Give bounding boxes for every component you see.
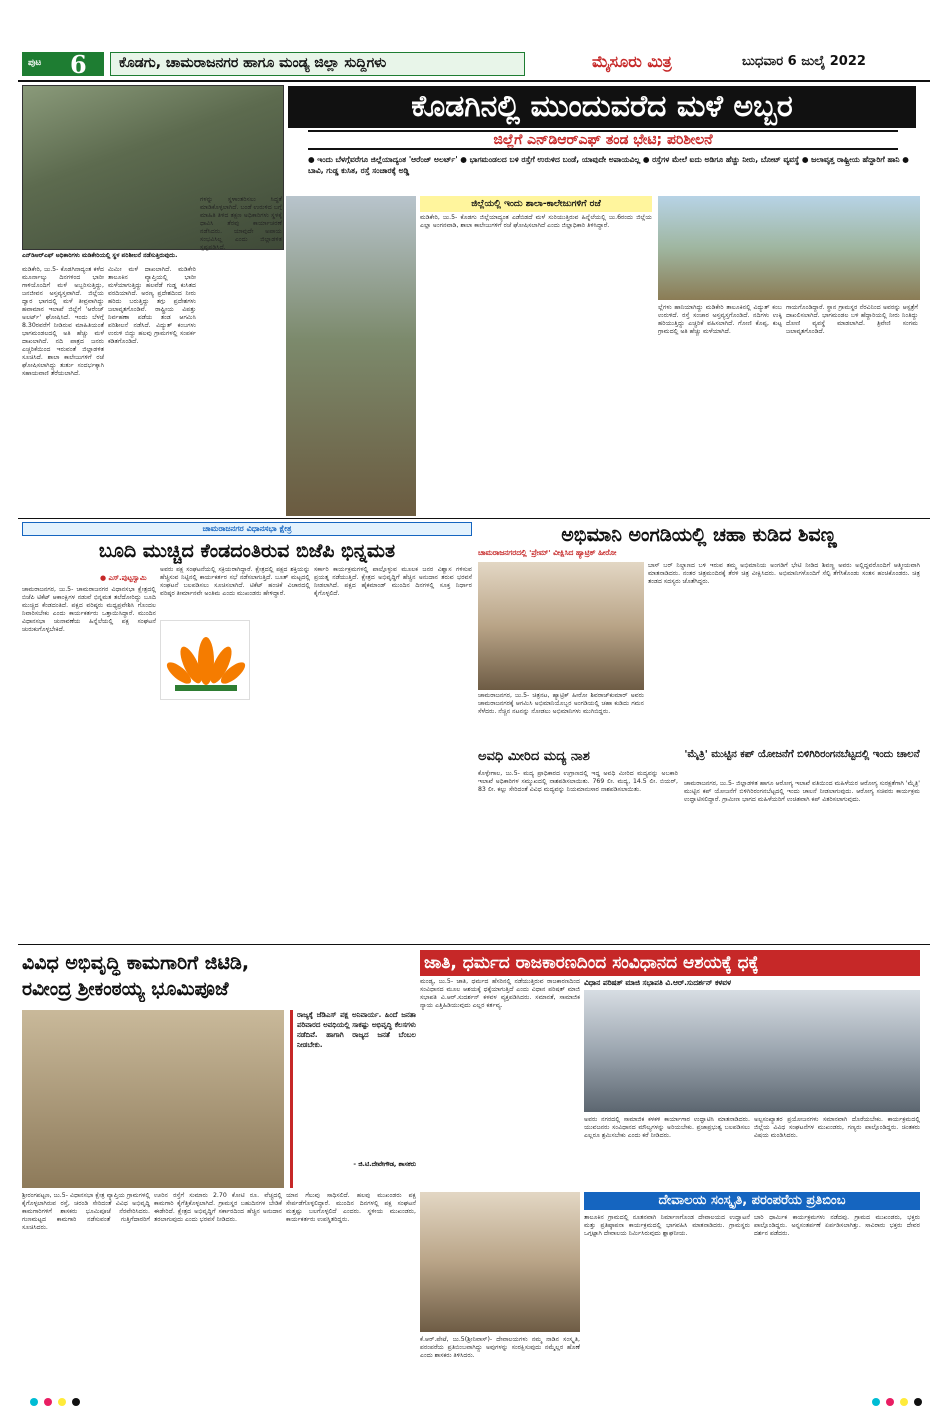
- jtd-body-col1: ಶ್ರೀರಂಗಪಟ್ಟಣ, ಜು.5- ವಿಧಾನಸಭಾ ಕ್ಷೇತ್ರ ವ್ಯಾಪ್ತಿಯ ಗ್ರಾಮಗಳಲ್ಲಿ ಕೈಗೊಳ್ಳಲಾಗಿರುವ ರಸ್ತೆ, ಚರಂಡಿ ಸೇರಿದಂತೆ ವಿವಿಧ ಅಭಿವೃದ್ಧಿ ಕಾಮಗಾರಿಗಳಿಗೆ ಶಾಸಕರು ಭೂಮಿಪೂಜೆ ನೆರವೇರಿಸಿದರು. ಗುಣಮಟ್ಟದ ಕಾಮಗಾರಿ ನಡೆಸುವಂತೆ ಗುತ್ತಿಗೆದಾರರಿಗೆ ಸೂಚಿಸಿದರು.: [22, 1192, 150, 1231]
- byline: ● ಎಸ್.ಪುಟ್ಟಸ್ವಾಮಿ: [100, 574, 147, 582]
- school-holiday-text: ಮಡಿಕೇರಿ, ಜು.5- ಕೊಡಗು ಜಿಲ್ಲೆಯಾದ್ಯಂತ ಎಡೆಬಿಡದೆ ಮಳೆ ಸುರಿಯುತ್ತಿರುವ ಹಿನ್ನೆಲೆಯಲ್ಲಿ ಜು.6ರಂದು ಜಿಲ್ಲೆಯ ಎಲ್ಲಾ ಅಂಗನವಾಡಿ, ಶಾಲಾ ಕಾಲೇಜುಗಳಿಗೆ ರಜೆ ಘೋಷಿಸಲಾಗಿದೆ ಎಂದು ಜಿಲ್ಲಾಧಿಕಾರಿ ತಿಳಿಸಿದ್ದಾರೆ.: [420, 214, 652, 229]
- jtd-body-col3: ಯಾನ ಗೆಲುವು ಸಾಧಿಸಲಿದೆ. ಹಲವು ಮುಖಂಡರು ಪಕ್ಷ ಸೇರ್ಪಡೆಗೊಳ್ಳಲಿದ್ದಾರೆ. ಮುಂದಿನ ದಿನಗಳಲ್ಲಿ ಪಕ್ಷ ಸಂಘಟನೆ ಮತ್ತಷ್ಟು ಬಲಗೊಳ್ಳಲಿದೆ ಎಂದರು. ಸ್ಥಳೀಯ ಮುಖಂಡರು, ಕಾರ್ಯಕರ್ತರು ಉಪಸ್ಥಿತರಿದ್ದರು.: [286, 1192, 416, 1223]
- lead-body-col2: ಮಿಮೀ ಮಳೆ ದಾಖಲಾಗಿದೆ. ಮಡಿಕೇರಿ ತಾಲೂಕಿನ ವ್ಯಾಪ್ತಿಯಲ್ಲಿ ಭಾರೀ ಮಳೆಯಾಗುತ್ತಿದ್ದು ಹಲವೆಡೆ ಗುಡ್ಡ ಕುಸಿತದ ವರದಿಯಾಗಿದೆ. ಅರಣ್ಯ ಪ್ರದೇಶದಿಂದ ನೀರು ಹರಿದು ಬರುತ್ತಿದ್ದು ತಗ್ಗು ಪ್ರದೇಶಗಳು ಜಲಾವೃತಗೊಂಡಿವೆ. ರಾಷ್ಟ್ರೀಯ ವಿಪತ್ತು ನಿರ್ವಹಣಾ ಪಡೆಯ ತಂಡ ಆಗಮಿಸಿ ಪರಿಶೀಲನೆ ನಡೆಸಿದೆ. ವಿದ್ಯುತ್ ಕಂಬಗಳು ಉರುಳಿ ಬಿದ್ದು ಹಲವು ಗ್ರಾಮಗಳಲ್ಲಿ ಸಂಪರ್ಕ ಕಡಿತಗೊಂಡಿದೆ.: [108, 266, 196, 345]
- shivanna-body-2: ಬಾಸ್ ಬರ್ ನಿಲ್ದಾಣದ ಬಳಿ ಇರುವ ತಮ್ಮ ಅಭಿಮಾನಿಯ ಅಂಗಡಿಗೆ ಭೇಟಿ ನೀಡಿದ ಶಿವಣ್ಣ ಅವರು ಅಲ್ಲಿದ್ದವರೊಂದಿಗೆ ಆತ್ಮೀಯವಾಗಿ ಮಾತನಾಡಿದರು. ನಂತರ ಚಿತ್ರಮಂದಿರಕ್ಕೆ ತೆರಳಿ ಚಿತ್ರ ವೀಕ್ಷಿಸಿದರು. ಅಭಿಮಾನಿಗಳೊಂದಿಗೆ ಸೆಲ್ಫಿ ತೆಗೆಸಿಕೊಂಡು ಸಂತಸ ಹಂಚಿಕೊಂಡರು. ಚಿತ್ರ ತಂಡದ ಸದಸ್ಯರು ಜೊತೆಗಿದ್ದರು.: [648, 562, 920, 585]
- flooded-road-photo: [658, 196, 920, 300]
- header-rule: [18, 80, 930, 82]
- temple-body-col1: ಕೆ.ಆರ್.ಪೇಟೆ, ಜು.5(ಶ್ರೀನಿವಾಸ್)- ದೇವಾಲಯಗಳು ನಮ್ಮ ನಾಡಿನ ಸಂಸ್ಕೃತಿ, ಪರಂಪರೆಯ ಪ್ರತಿಬಿಂಬವಾಗಿದ್ದು ಅವುಗಳನ್ನು ಸಂರಕ್ಷಿಸುವುದು ನಮ್ಮೆಲ್ಲರ ಹೊಣೆ ಎಂದು ಶಾಸಕರು ತಿಳಿಸಿದರು.: [420, 1336, 580, 1359]
- lead-body-col3: ಗಳನ್ನು ಸ್ಥಳಾಂತರಿಸಲು ಸಿದ್ಧತೆ ಮಾಡಿಕೊಳ್ಳಲಾಗಿದೆ. ಬಂಡೆ ಉರುಳಿದ ಬಗ್ಗೆ ಮಾಹಿತಿ ತಿಳಿದ ತಕ್ಷಣ ಅಧಿಕಾರಿಗಳು ಸ್ಥಳಕ್ಕೆ ಧಾವಿಸಿ ತೆರವು ಕಾರ್ಯಾಚರಣೆ ನಡೆಸಿದರು. ಯಾವುದೇ ಅಪಾಯ ಸಂಭವಿಸಿಲ್ಲ ಎಂದು ಜಿಲ್ಲಾಡಳಿತ ಸ್ಪಷ್ಟಪಡಿಸಿದೆ.: [200, 196, 282, 251]
- section-divider-2: [18, 944, 930, 945]
- print-registration-marks: [30, 1398, 80, 1406]
- jati-headline: ಜಾತಿ, ಧರ್ಮದ ರಾಜಕಾರಣದಿಂದ ಸಂವಿಧಾನದ ಆಶಯಕ್ಕೆ ಧಕ್ಕೆ: [420, 950, 920, 976]
- bjp-body-col2: ಅವರು ಪಕ್ಷ ಸಂಘಟನೆಯಲ್ಲಿ ಸಕ್ರಿಯರಾಗಿದ್ದಾರೆ. ಕ್ಷೇತ್ರದಲ್ಲಿ ಪಕ್ಷದ ಶಕ್ತಿಯನ್ನು ಹೆಚ್ಚಿಸುವ ನಿಟ್ಟಿನಲ್ಲಿ ಕಾರ್ಯಕರ್ತರ ಸಭೆ ನಡೆಸಲಾಗುತ್ತಿದೆ. ಬೂತ್ ಮಟ್ಟದಲ್ಲಿ ಸಂಘಟನೆ ಬಲಪಡಿಸಲು ಸೂಚಿಸಲಾಗಿದೆ. ಟಿಕೆಟ್ ಹಂಚಿಕೆ ವಿಚಾರದಲ್ಲಿ ವರಿಷ್ಠರ ತೀರ್ಮಾನವೇ ಅಂತಿಮ ಎಂದು ಮುಖಂಡರು ಹೇಳಿದ್ದಾರೆ.: [160, 566, 310, 597]
- lead-body-col6: ಗಾಯಗೊಂಡಿದ್ದಾರೆ. ಸ್ಥಾನ ಗ್ರಾಮಸ್ಥರ ನೆರವಿನಿಂದ ಅವರನ್ನು ಆಸ್ಪತ್ರೆಗೆ ದಾಖಲಿಸಲಾಗಿದೆ. ಭಾಗಮಂಡಲ ಬಳಿ ಹೆದ್ದಾರಿಯಲ್ಲಿ ನೀರು ನಿಂತಿದ್ದು ದೋಣಿ ವ್ಯವಸ್ಥೆ ಮಾಡಲಾಗಿದೆ. ತ್ರಿವೇಣಿ ಸಂಗಮ ಜಲಾವೃತಗೊಂಡಿದೆ.: [786, 304, 918, 335]
- masthead-logo: ಮೈಸೂರು ಮಿತ್ರ: [592, 52, 672, 71]
- issue-date: ಬುಧವಾರ 6 ಜುಲೈ 2022: [742, 54, 866, 69]
- cyan-mark: [30, 1398, 38, 1406]
- jati-body-col1: ಮಂಡ್ಯ, ಜು.5- ಜಾತಿ, ಧರ್ಮದ ಹೆಸರಿನಲ್ಲಿ ನಡೆಯುತ್ತಿರುವ ರಾಜಕಾರಣದಿಂದ ಸಂವಿಧಾನದ ಮೂಲ ಆಶಯಕ್ಕೆ ಧಕ್ಕೆಯಾಗುತ್ತಿದೆ ಎಂದು ವಿಧಾನ ಪರಿಷತ್ ಮಾಜಿ ಸಭಾಪತಿ ವಿ.ಆರ್.ಸುದರ್ಶನ್ ಕಳವಳ ವ್ಯಕ್ತಪಡಿಸಿದರು. ಸಮಾನತೆ, ಸಾಮಾಜಿಕ ನ್ಯಾಯ ಎತ್ತಿಹಿಡಿಯುವುದು ಎಲ್ಲರ ಕರ್ತವ್ಯ.: [420, 978, 580, 1009]
- shivanna-tea-photo: [478, 562, 644, 690]
- temple-body-col3: ಬಾರಿ ಧಾರ್ಮಿಕ ಕಾರ್ಯಕ್ರಮಗಳು ನಡೆದವು. ಗ್ರಾಮದ ಮುಖಂಡರು, ಭಕ್ತರು ಪಾಲ್ಗೊಂಡಿದ್ದರು. ಅನ್ನಸಂತರ್ಪಣೆ ಏರ್ಪಡಿಸಲಾಗಿತ್ತು. ಸಾವಿರಾರು ಭಕ್ತರು ದೇವರ ದರ್ಶನ ಪಡೆದರು.: [754, 1214, 920, 1237]
- shivanna-headline: ಅಭಿಮಾನಿ ಅಂಗಡಿಯಲ್ಲಿ ಚಹಾ ಕುಡಿದ ಶಿವಣ್ಣ: [561, 524, 837, 546]
- section-divider: [18, 518, 930, 519]
- jati-body-col3: ಅಲ್ಪಸಂಖ್ಯಾತರ ಪ್ರಯೋಜನಗಳು ಸಮಾನವಾಗಿ ದೊರೆಯಬೇಕು. ಕಾರ್ಯಕ್ರಮದಲ್ಲಿ ಜಿಲ್ಲೆಯ ವಿವಿಧ ಸಂಘಟನೆಗಳ ಮುಖಂಡರು, ಗಣ್ಯರು ಪಾಲ್ಗೊಂಡಿದ್ದರು. ಚಿಂತಕರು ವಿಷಯ ಮಂಡಿಸಿದರು.: [754, 1116, 920, 1139]
- section-title: ಕೊಡಗು, ಚಾಮರಾಜನಗರ ಹಾಗೂ ಮಂಡ್ಯ ಜಿಲ್ಲಾ ಸುದ್ದಿಗಳು: [110, 52, 525, 76]
- boulder-on-road-photo: [286, 196, 416, 516]
- page-number: 6: [70, 50, 87, 79]
- photo-caption: ಎನ್‌ಡಿಆರ್‌ಎಫ್ ಅಧಿಕಾರಿಗಳು ಮಡಿಕೇರಿಯಲ್ಲಿ ಸ್ಥಳ ಪರಿಶೀಲನೆ ನಡೆಸುತ್ತಿರುವುದು.: [22, 252, 178, 259]
- lead-subhead: ಜಿಲ್ಲೆಗೆ ಎನ್‌ಡಿಆರ್‌ಎಫ್ ತಂಡ ಭೇಟಿ; ಪರಿಶೀಲನೆ: [308, 130, 898, 150]
- constituency-label: ಚಾಮರಾಜನಗರ ವಿಧಾನಸಭಾ ಕ್ಷೇತ್ರ: [22, 522, 472, 536]
- lead-body-col5: ಲ್ಲೆಗಳು ಹಾನಿಯಾಗಿದ್ದು ಮಡಿಕೇರಿ ತಾಲೂಕಿನಲ್ಲಿ ವಿದ್ಯುತ್ ಕಂಬ ಉರುಳಿದೆ. ರಸ್ತೆ ಸಂಚಾರ ಅಸ್ತವ್ಯಸ್ತಗೊಂಡಿದೆ. ನದಿಗಳು ಉಕ್ಕಿ ಹರಿಯುತ್ತಿದ್ದು ಎಚ್ಚರಿಕೆ ವಹಿಸಲಾಗಿದೆ. ಗೋಣಿ ಕೊಪ್ಪ, ಕುಟ್ಟ ಗ್ರಾಮದಲ್ಲಿ ಅತಿ ಹೆಚ್ಚು ಮಳೆಯಾಗಿದೆ.: [658, 304, 782, 335]
- jati-body-col2: ಅವರು ನಗರದಲ್ಲಿ ಸಾಮಾಜಿಕ ಕಳಕಳಿ ಕಾರ್ಯಾಗಾರ ಉದ್ಘಾಟಿಸಿ ಮಾತನಾಡಿದರು. ಯುವಜನರು ಸಂವಿಧಾನದ ಮೌಲ್ಯಗಳನ್ನು ಅರಿಯಬೇಕು. ಪ್ರಜಾಪ್ರಭುತ್ವ ಬಲಪಡಿಸಲು ಎಲ್ಲರೂ ಶ್ರಮಿಸಬೇಕು ಎಂದು ಕರೆ ನೀಡಿದರು.: [584, 1116, 750, 1139]
- jtd-quote-box: [290, 1010, 416, 1188]
- jati-kicker: ವಿಧಾನ ಪರಿಷತ್ ಮಾಜಿ ಸಭಾಪತಿ ವಿ.ಆರ್.ಸುದರ್ಶನ್ ಕಳವಳ: [584, 978, 732, 987]
- jtd-headline-line2: ರವೀಂದ್ರ ಶ್ರೀಕಂಠಯ್ಯ ಭೂಮಿಪೂಜೆ: [22, 978, 229, 1000]
- sudarshan-event-photo: [584, 990, 920, 1112]
- print-registration-marks-right: [872, 1398, 922, 1406]
- lead-highlights: ● ಇಂದು ಬೆಳಗ್ಗೆವರೆಗೂ ಜಿಲ್ಲೆಯಾದ್ಯಂತ 'ಆರೆಂಜ್ ಅಲರ್ಟ್' ● ಭಾಗಮಂಡಲದ ಬಳಿ ರಸ್ತೆಗೆ ಉರುಳಿದ ಬಂಡೆ, ಯಾವುದೇ ಅಪಾಯವಿಲ್ಲ ● ರಸ್ತೆಗಳ ಮೇಲೆ ಐದು ಅಡಿಗೂ ಹೆಚ್ಚು ನೀರು, ಬೋಟ್ ವ್ಯವಸ್ಥೆ ● ಜಲಾವೃತ್ತ ರಾಷ್ಟ್ರೀಯ ಹೆದ್ದಾರಿಗೆ ಹಾನಿ ● ಬಾವಿ, ಗುಡ್ಡ ಕುಸಿತ, ರಸ್ತೆ ಸಂಚಾರಕ್ಕೆ ಅಡ್ಡಿ: [308, 155, 909, 175]
- page-label: ಪುಟ: [28, 58, 42, 68]
- maitri-body: ಚಾಮರಾಜನಗರ, ಜು.5- ಜಿಲ್ಲಾಡಳಿತ ಹಾಗೂ ಆರೋಗ್ಯ ಇಲಾಖೆ ವತಿಯಿಂದ ಮಹಿಳೆಯರ ಆರೋಗ್ಯ ಸುರಕ್ಷತೆಗಾಗಿ 'ಮೈತ್ರಿ' ಮುಟ್ಟಿನ ಕಪ್ ಯೋಜನೆಗೆ ಬಿಳಿಗಿರಿರಂಗನಬೆಟ್ಟದಲ್ಲಿ ಇಂದು ಚಾಲನೆ ನೀಡಲಾಗುವುದು. ಆರೋಗ್ಯ ಸಚಿವರು ಕಾರ್ಯಕ್ರಮ ಉದ್ಘಾಟಿಸಲಿದ್ದಾರೆ. ಗ್ರಾಮೀಣ ಭಾಗದ ಮಹಿಳೆಯರಿಗೆ ಉಚಿತವಾಗಿ ಕಪ್ ವಿತರಿಸಲಾಗುವುದು.: [684, 780, 920, 803]
- black-mark: [72, 1398, 80, 1406]
- shivanna-body-1: ಚಾಮರಾಜನಗರ, ಜು.5- ಚಿತ್ರನಟ, ಹ್ಯಾಟ್ರಿಕ್ ಹೀರೋ ಶಿವರಾಜ್‌ಕುಮಾರ್ ಅವರು ಚಾಮರಾಜನಗರಕ್ಕೆ ಆಗಮಿಸಿ ಅಭಿಮಾನಿಯೊಬ್ಬರ ಅಂಗಡಿಯಲ್ಲಿ ಚಹಾ ಕುಡಿದು ಗಮನ ಸೆಳೆದರು. ನೆಚ್ಚಿನ ನಟನನ್ನು ನೋಡಲು ಅಭಿಮಾನಿಗಳು ಮುಗಿಬಿದ್ದರು.: [478, 692, 644, 715]
- bjp-body-col1: ಚಾಮರಾಜನಗರ, ಜು.5- ಚಾಮರಾಜನಗರ ವಿಧಾನಸಭಾ ಕ್ಷೇತ್ರದಲ್ಲಿ ಬಿಜೆಪಿ ಟಿಕೆಟ್ ಆಕಾಂಕ್ಷಿಗಳ ನಡುವೆ ಭಿನ್ನಮತ ತಲೆದೋರಿದ್ದು ಬೂದಿ ಮುಚ್ಚಿದ ಕೆಂಡದಂತಿದೆ. ಪಕ್ಷದ ವರಿಷ್ಠರು ಮಧ್ಯಪ್ರವೇಶಿಸಿ ಗೊಂದಲ ನಿವಾರಿಸಬೇಕು ಎಂದು ಕಾರ್ಯಕರ್ತರು ಒತ್ತಾಯಿಸಿದ್ದಾರೆ. ಮುಂದಿನ ವಿಧಾನಸಭಾ ಚುನಾವಣೆಯ ಹಿನ್ನೆಲೆಯಲ್ಲಿ ಪಕ್ಷ ಸಂಘಟನೆ ಚುರುಕುಗೊಳ್ಳಬೇಕಿದೆ.: [22, 586, 156, 633]
- bhoomipooja-photo: [22, 1010, 284, 1188]
- liquor-body: ಕೊಳ್ಳೇಗಾಲ, ಜು.5- ಮದ್ಯ ಪ್ರಾಧಿಕಾರದ ಉಗ್ರಾಣದಲ್ಲಿ ಇದ್ದ ಅವಧಿ ಮೀರಿದ ಮದ್ಯವನ್ನು ಅಬಕಾರಿ ಇಲಾಖೆ ಅಧಿಕಾರಿಗಳ ಸಮ್ಮುಖದಲ್ಲಿ ನಾಶಪಡಿಸಲಾಯಿತು. 769 ಲೀ. ಮದ್ಯ, 14.5 ಲೀ. ಬಿಯರ್, 83 ಲೀ. ಕಲ್ಲು ಸೇರಿದಂತೆ ವಿವಿಧ ಮದ್ಯವನ್ನು ನಿಯಮಾನುಸಾರ ನಾಶಪಡಿಸಲಾಯಿತು.: [478, 770, 678, 793]
- page-number-badge: [22, 50, 104, 79]
- jtd-body-col2: ಊರಿನ ರಸ್ತೆಗೆ ಸುಮಾರು 2.70 ಕೋಟಿ ರೂ. ವೆಚ್ಚದಲ್ಲಿ ಕಾಮಗಾರಿ ಕೈಗೆತ್ತಿಕೊಳ್ಳಲಾಗಿದೆ. ಗ್ರಾಮಸ್ಥರ ಬಹುದಿನಗಳ ಬೇಡಿಕೆ ಈಡೇರಿದೆ. ಕ್ಷೇತ್ರದ ಅಭಿವೃದ್ಧಿಗೆ ಸರ್ಕಾರದಿಂದ ಹೆಚ್ಚಿನ ಅನುದಾನ ತರಲಾಗುವುದು ಎಂದು ಭರವಸೆ ನೀಡಿದರು.: [154, 1192, 282, 1223]
- temple-event-photo: [420, 1192, 580, 1332]
- bjp-headline: ಬೂದಿ ಮುಚ್ಚಿದ ಕೆಂಡದಂತಿರುವ ಬಿಜೆಪಿ ಭಿನ್ನಮತ: [98, 540, 396, 562]
- jtd-headline-line1: ವಿವಿಧ ಅಭಿವೃದ್ಧಿ ಕಾಮಗಾರಿಗೆ ಜಿಟಿಡಿ,: [22, 952, 250, 974]
- jtd-quote: ರಾಜ್ಯಕ್ಕೆ ಜೆಡಿಎಸ್ ಪಕ್ಷ ಅನಿವಾರ್ಯ. ಹಿಂದೆ ಜನತಾ ಪರಿವಾರದ ಅವಧಿಯಲ್ಲಿ ಸಾಕಷ್ಟು ಅಭಿವೃದ್ಧಿ ಕೆಲಸಗಳು ನಡೆದಿವೆ. ಹಾಗಾಗಿ ರಾಜ್ಯದ ಜನತೆ ಬೆಂಬಲ ನೀಡಬೇಕು.: [297, 1011, 416, 1049]
- bjp-body-col3: ಸರ್ಕಾರಿ ಕಾರ್ಯಕ್ರಮಗಳಲ್ಲಿ ಪಾಲ್ಗೊಳ್ಳುವ ಮೂಲಕ ಜನರ ವಿಶ್ವಾಸ ಗಳಿಸುವ ಪ್ರಯತ್ನ ನಡೆಯುತ್ತಿದೆ. ಕ್ಷೇತ್ರದ ಅಭಿವೃದ್ಧಿಗೆ ಹೆಚ್ಚಿನ ಅನುದಾನ ತರುವ ಭರವಸೆ ನೀಡಲಾಗಿದೆ. ಪಕ್ಷದ ಹೈಕಮಾಂಡ್ ಮುಂದಿನ ದಿನಗಳಲ್ಲಿ ಸೂಕ್ತ ನಿರ್ಧಾರ ಕೈಗೊಳ್ಳಲಿದೆ.: [314, 566, 472, 597]
- lead-headline: ಕೊಡಗಿನಲ್ಲಿ ಮುಂದುವರೆದ ಮಳೆ ಅಬ್ಬರ: [288, 86, 916, 128]
- temple-headline: ದೇವಾಲಯ ಸಂಸ್ಕೃತಿ, ಪರಂಪರೆಯ ಪ್ರತಿಬಿಂಬ: [584, 1192, 920, 1210]
- temple-body-col2: ತಾಲೂಕಿನ ಗ್ರಾಮದಲ್ಲಿ ನೂತನವಾಗಿ ನಿರ್ಮಾಣಗೊಂಡ ದೇವಾಲಯದ ಉದ್ಘಾಟನೆ ಮತ್ತು ಪ್ರತಿಷ್ಠಾಪನಾ ಕಾರ್ಯಕ್ರಮದಲ್ಲಿ ಭಾಗವಹಿಸಿ ಮಾತನಾಡಿದರು. ಗ್ರಾಮಸ್ಥರು ಒಗ್ಗಟ್ಟಾಗಿ ದೇವಾಲಯ ನಿರ್ಮಿಸಿರುವುದು ಶ್ಲಾಘನೀಯ.: [584, 1214, 750, 1237]
- liquor-headline: ಅವಧಿ ಮೀರಿದ ಮದ್ಯ ನಾಶ: [478, 749, 590, 764]
- magenta-mark: [44, 1398, 52, 1406]
- school-holiday-title: ಜಿಲ್ಲೆಯಲ್ಲಿ ಇಂದು ಶಾಲಾ-ಕಾಲೇಜುಗಳಿಗೆ ರಜೆ: [420, 196, 652, 212]
- shivanna-kicker: ಚಾಮರಾಜನಗರದಲ್ಲಿ 'ಪ್ರೇಮ್' ವೀಕ್ಷಿಸಿದ ಹ್ಯಾಟ್ರಿಕ್ ಹೀರೋ: [478, 548, 617, 557]
- maitri-headline: 'ಮೈತ್ರಿ' ಮುಟ್ಟಿನ ಕಪ್ ಯೋಜನೆಗೆ ಬಿಳಿಗಿರಿರಂಗನಬೆಟ್ಟದಲ್ಲಿ ಇಂದು ಚಾಲನೆ: [684, 749, 920, 760]
- bjp-logo-icon: [160, 620, 250, 700]
- yellow-mark: [58, 1398, 66, 1406]
- lead-body-col1: ಮಡಿಕೇರಿ, ಜು.5- ಕೊಡಗಿನಾದ್ಯಂತ ಕಳೆದ ಮೂರ್ನಾಲ್ಕು ದಿನಗಳಿಂದ ಭಾರೀ ಗಾಳಿಯೊಂದಿಗೆ ಮಳೆ ಅಬ್ಬರಿಸುತ್ತಿದ್ದು, ಜನಜೀವನ ಅಸ್ತವ್ಯಸ್ತವಾಗಿದೆ. ಜಿಲ್ಲೆಯ ದ್ವಾರ ಭಾಗದಲ್ಲಿ ಮಳೆ ತೀವ್ರವಾಗಿದ್ದು ಹವಾಮಾನ ಇಲಾಖೆ ಜಿಲ್ಲೆಗೆ 'ಆರೆಂಜ್ ಅಲರ್ಟ್' ಘೋಷಿಸಿದೆ. ಇಂದು ಬೆಳಗ್ಗೆ 8.30ರವರೆಗೆ ನೀಡಿರುವ ಮಾಹಿತಿಯಂತೆ ಭಾಗಮಂಡಲದಲ್ಲಿ ಅತಿ ಹೆಚ್ಚು ಮಳೆ ದಾಖಲಾಗಿದೆ. ನದಿ ಪಾತ್ರದ ಜನರು ಎಚ್ಚರಿಕೆಯಿಂದ ಇರುವಂತೆ ಜಿಲ್ಲಾಡಳಿತ ಸೂಚಿಸಿದೆ. ಶಾಲಾ ಕಾಲೇಜುಗಳಿಗೆ ರಜೆ ಘೋಷಿಸಲಾಗಿದ್ದು ತುರ್ತು ಸಂದರ್ಭಕ್ಕಾಗಿ ಸಹಾಯವಾಣಿ ತೆರೆಯಲಾಗಿದೆ.: [22, 266, 104, 377]
- jtd-quote-author: - ಜಿ.ಟಿ.ದೇವೇಗೌಡ, ಶಾಸಕರು: [353, 1160, 416, 1168]
